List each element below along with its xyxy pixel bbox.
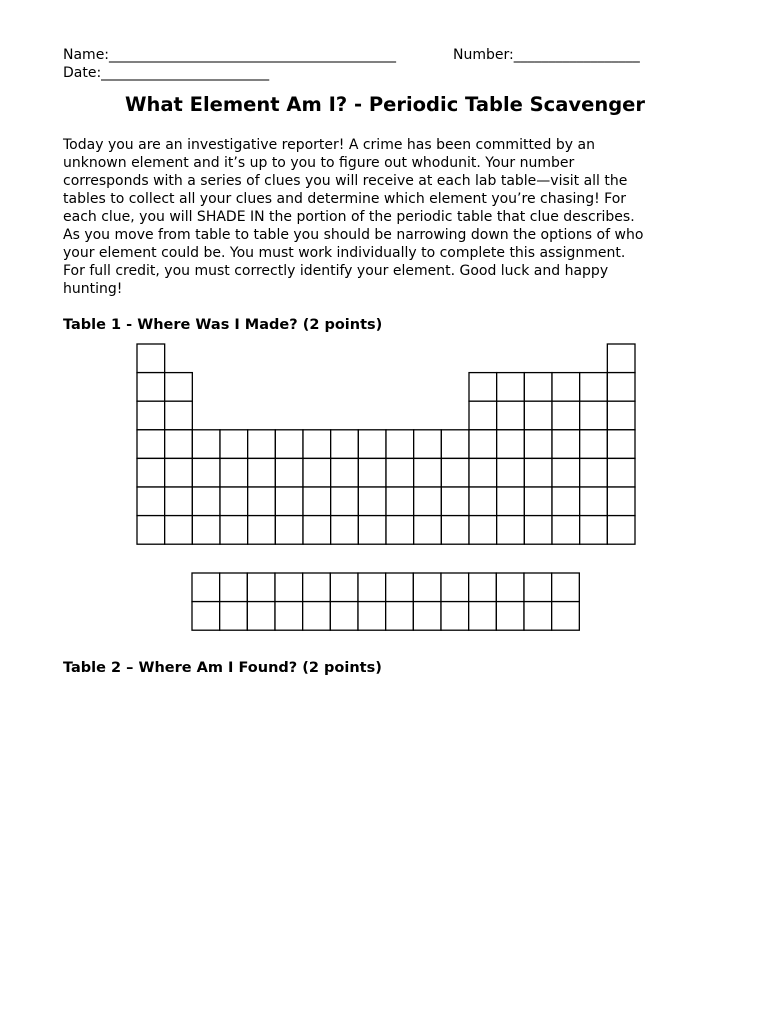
f-block-cell[interactable] bbox=[303, 602, 331, 631]
element-cell[interactable] bbox=[192, 430, 220, 459]
element-cell[interactable] bbox=[524, 401, 552, 430]
element-cell[interactable] bbox=[303, 430, 331, 459]
element-cell[interactable] bbox=[220, 458, 248, 487]
element-cell[interactable] bbox=[414, 487, 442, 516]
element-cell[interactable] bbox=[469, 401, 497, 430]
element-cell[interactable] bbox=[607, 401, 635, 430]
element-cell[interactable] bbox=[441, 516, 469, 545]
element-cell[interactable] bbox=[137, 430, 165, 459]
element-cell[interactable] bbox=[358, 487, 386, 516]
element-cell[interactable] bbox=[386, 487, 414, 516]
name-field[interactable]: Name:_________________________________________ bbox=[63, 47, 397, 63]
element-cell[interactable] bbox=[497, 458, 525, 487]
element-cell[interactable] bbox=[524, 487, 552, 516]
f-block-cell[interactable] bbox=[552, 573, 580, 602]
element-cell[interactable] bbox=[552, 487, 580, 516]
element-cell[interactable] bbox=[524, 430, 552, 459]
date-field[interactable]: Date:________________________ bbox=[63, 65, 270, 81]
element-cell[interactable] bbox=[580, 430, 608, 459]
f-block-cell[interactable] bbox=[552, 602, 580, 631]
f-block-cell[interactable] bbox=[330, 602, 358, 631]
element-cell[interactable] bbox=[607, 344, 635, 373]
element-cell[interactable] bbox=[497, 430, 525, 459]
f-block-cell[interactable] bbox=[441, 573, 469, 602]
f-block-cell[interactable] bbox=[524, 573, 552, 602]
element-cell[interactable] bbox=[580, 401, 608, 430]
element-cell[interactable] bbox=[552, 516, 580, 545]
element-cell[interactable] bbox=[331, 487, 359, 516]
element-cell[interactable] bbox=[331, 516, 359, 545]
intro-line: For full credit, you must correctly identify your element. Good luck and happy bbox=[63, 263, 609, 279]
intro-line: As you move from table to table you should be narrowing down the options of who bbox=[63, 227, 644, 243]
intro-line: each clue, you will SHADE IN the portion of the periodic table that clue describes. bbox=[63, 209, 635, 225]
element-cell[interactable] bbox=[275, 458, 303, 487]
intro-line: Today you are an investigative reporter! A crime has been committed by an bbox=[63, 137, 595, 153]
f-block-cell[interactable] bbox=[303, 573, 331, 602]
element-cell[interactable] bbox=[441, 487, 469, 516]
element-cell[interactable] bbox=[275, 516, 303, 545]
element-cell[interactable] bbox=[580, 458, 608, 487]
element-cell[interactable] bbox=[386, 516, 414, 545]
f-block-cell[interactable] bbox=[496, 602, 524, 631]
element-cell[interactable] bbox=[524, 458, 552, 487]
f-block-cell[interactable] bbox=[358, 573, 386, 602]
element-cell[interactable] bbox=[607, 373, 635, 402]
f-block-cell[interactable] bbox=[413, 573, 441, 602]
element-cell[interactable] bbox=[414, 458, 442, 487]
f-block-cell[interactable] bbox=[524, 602, 552, 631]
element-cell[interactable] bbox=[303, 487, 331, 516]
element-cell[interactable] bbox=[580, 516, 608, 545]
f-block-cell[interactable] bbox=[247, 573, 275, 602]
element-cell[interactable] bbox=[331, 430, 359, 459]
element-cell[interactable] bbox=[358, 516, 386, 545]
element-cell[interactable] bbox=[220, 430, 248, 459]
number-field[interactable]: Number:__________________ bbox=[453, 47, 640, 63]
element-cell[interactable] bbox=[469, 487, 497, 516]
element-cell[interactable] bbox=[358, 458, 386, 487]
element-cell[interactable] bbox=[441, 430, 469, 459]
page-title: What Element Am I? - Periodic Table Scavenger bbox=[124, 93, 646, 116]
element-cell[interactable] bbox=[469, 516, 497, 545]
element-cell[interactable] bbox=[192, 487, 220, 516]
f-block-cell[interactable] bbox=[192, 602, 220, 631]
element-cell[interactable] bbox=[580, 373, 608, 402]
element-cell[interactable] bbox=[607, 458, 635, 487]
element-cell[interactable] bbox=[552, 373, 580, 402]
element-cell[interactable] bbox=[137, 458, 165, 487]
element-cell[interactable] bbox=[469, 458, 497, 487]
element-cell[interactable] bbox=[358, 430, 386, 459]
f-block-cell[interactable] bbox=[192, 573, 220, 602]
f-block-cell[interactable] bbox=[220, 602, 248, 631]
element-cell[interactable] bbox=[137, 516, 165, 545]
element-cell[interactable] bbox=[303, 516, 331, 545]
element-cell[interactable] bbox=[303, 458, 331, 487]
element-cell[interactable] bbox=[165, 516, 193, 545]
element-cell[interactable] bbox=[552, 401, 580, 430]
f-block-cell[interactable] bbox=[386, 573, 414, 602]
element-cell[interactable] bbox=[248, 458, 276, 487]
element-cell[interactable] bbox=[192, 516, 220, 545]
element-cell[interactable] bbox=[248, 516, 276, 545]
element-cell[interactable] bbox=[137, 344, 165, 373]
f-block-cell[interactable] bbox=[413, 602, 441, 631]
element-cell[interactable] bbox=[386, 458, 414, 487]
element-cell[interactable] bbox=[524, 516, 552, 545]
f-block-cell[interactable] bbox=[496, 573, 524, 602]
element-cell[interactable] bbox=[137, 487, 165, 516]
element-cell[interactable] bbox=[552, 458, 580, 487]
element-cell[interactable] bbox=[441, 458, 469, 487]
element-cell[interactable] bbox=[552, 430, 580, 459]
f-block-cell[interactable] bbox=[247, 602, 275, 631]
element-cell[interactable] bbox=[497, 373, 525, 402]
f-block-cell[interactable] bbox=[220, 573, 248, 602]
intro-line: tables to collect all your clues and determine which element you’re chasing! For bbox=[63, 191, 627, 207]
element-cell[interactable] bbox=[137, 373, 165, 402]
element-cell[interactable] bbox=[580, 487, 608, 516]
element-cell[interactable] bbox=[275, 487, 303, 516]
element-cell[interactable] bbox=[248, 430, 276, 459]
f-block-cell[interactable] bbox=[441, 602, 469, 631]
element-cell[interactable] bbox=[607, 430, 635, 459]
element-cell[interactable] bbox=[331, 458, 359, 487]
element-cell[interactable] bbox=[220, 516, 248, 545]
intro-line: corresponds with a series of clues you will receive at each lab table—visit all the bbox=[63, 173, 628, 189]
element-cell[interactable] bbox=[165, 487, 193, 516]
element-cell[interactable] bbox=[165, 458, 193, 487]
element-cell[interactable] bbox=[165, 430, 193, 459]
f-block-cell[interactable] bbox=[330, 573, 358, 602]
element-cell[interactable] bbox=[607, 516, 635, 545]
element-cell[interactable] bbox=[386, 430, 414, 459]
element-cell[interactable] bbox=[607, 487, 635, 516]
element-cell[interactable] bbox=[497, 487, 525, 516]
element-cell[interactable] bbox=[469, 430, 497, 459]
element-cell[interactable] bbox=[497, 401, 525, 430]
element-cell[interactable] bbox=[469, 373, 497, 402]
intro-line: your element could be. You must work individually to complete this assignment. bbox=[63, 245, 626, 261]
element-cell[interactable] bbox=[248, 487, 276, 516]
intro-line: unknown element and it’s up to you to figure out whodunit. Your number bbox=[63, 155, 575, 171]
element-cell[interactable] bbox=[524, 373, 552, 402]
element-cell[interactable] bbox=[414, 430, 442, 459]
element-cell[interactable] bbox=[165, 401, 193, 430]
f-block-cell[interactable] bbox=[358, 602, 386, 631]
element-cell[interactable] bbox=[220, 487, 248, 516]
f-block-cell[interactable] bbox=[469, 573, 497, 602]
f-block-cell[interactable] bbox=[469, 602, 497, 631]
f-block-cell[interactable] bbox=[275, 573, 303, 602]
element-cell[interactable] bbox=[275, 430, 303, 459]
element-cell[interactable] bbox=[137, 401, 165, 430]
f-block-cell[interactable] bbox=[275, 602, 303, 631]
element-cell[interactable] bbox=[192, 458, 220, 487]
section-heading-table-1: Table 1 - Where Was I Made? (2 points) bbox=[63, 317, 383, 333]
element-cell[interactable] bbox=[497, 516, 525, 545]
section-heading-table-2: Table 2 – Where Am I Found? (2 points) bbox=[63, 660, 382, 676]
element-cell[interactable] bbox=[414, 516, 442, 545]
element-cell[interactable] bbox=[165, 373, 193, 402]
intro-line: hunting! bbox=[63, 281, 123, 297]
f-block-cell[interactable] bbox=[386, 602, 414, 631]
